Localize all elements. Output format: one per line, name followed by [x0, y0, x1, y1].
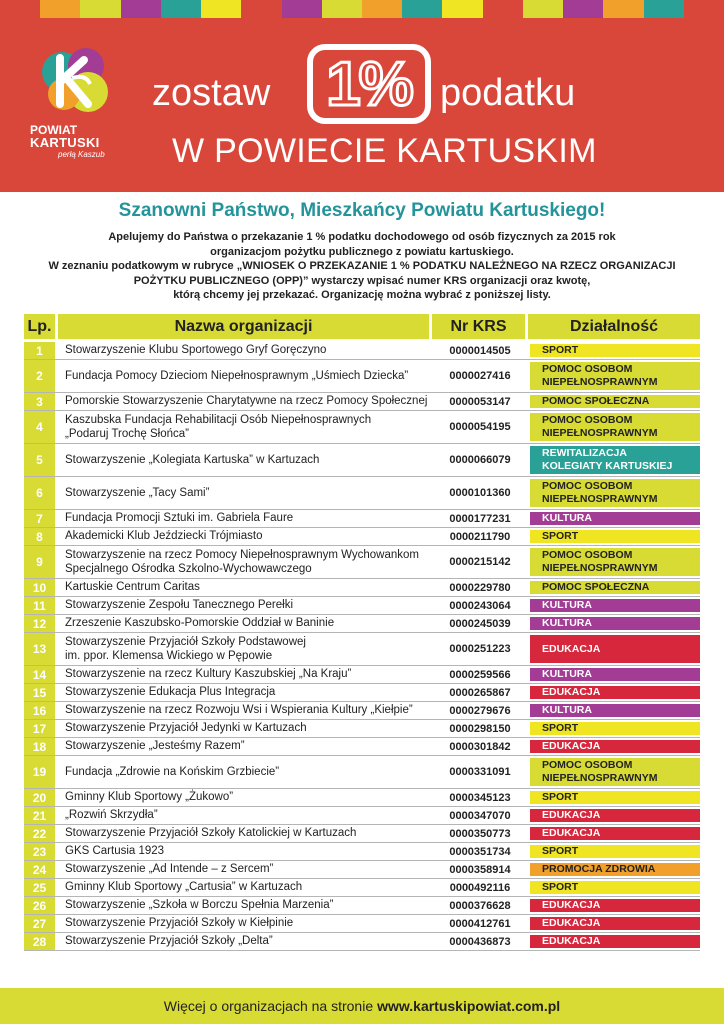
category-cell	[528, 477, 700, 509]
category-label: SPORT	[542, 722, 579, 734]
color-stripe	[241, 0, 281, 18]
organization-name-line: Fundacja „Zdrowie na Końskim Grzbiecie”	[65, 765, 280, 778]
organization-name	[58, 702, 432, 719]
organization-name-line: Stowarzyszenie na rzecz Pomocy Niepełnosprawnym Wychowankom	[65, 548, 419, 561]
table-row	[24, 789, 700, 807]
color-stripe	[80, 0, 120, 18]
category-badge	[530, 617, 700, 630]
krs-number: 0000245039	[449, 617, 511, 630]
row-number: 6	[24, 477, 58, 509]
krs-number: 0000066079	[449, 454, 511, 466]
category-badge	[530, 530, 700, 543]
krs-number: 0000436873	[449, 935, 511, 948]
organization-name	[58, 684, 432, 701]
krs-number: 0000358914	[449, 863, 511, 876]
category-label: POMOC OSOBOM	[542, 549, 633, 561]
table-row	[24, 477, 700, 510]
table-row	[24, 546, 700, 579]
category-label: SPORT	[542, 881, 579, 893]
intro-line: W zeznaniu podatkowym w rubryce „WNIOSEK O PRZEKAZANIE 1 % PODATKU NALEŻNEGO NA RZECZ ORGANIZACJI	[48, 260, 676, 273]
organization-name-line: Stowarzyszenie na rzecz Kultury Kaszubskiej „Na Kraju”	[65, 668, 352, 681]
table-row	[24, 666, 700, 684]
category-cell	[528, 879, 700, 896]
category-label: EDUKACJA	[542, 917, 601, 929]
table-row	[24, 444, 700, 477]
category-cell	[528, 807, 700, 824]
organization-name	[58, 477, 432, 509]
color-stripe	[402, 0, 442, 18]
organization-name-line: im. ppor. Klemensa Wickiego w Pępowie	[65, 650, 273, 662]
color-stripe	[0, 0, 40, 18]
table-row	[24, 510, 700, 528]
row-number: 21	[24, 807, 58, 824]
table-row	[24, 393, 700, 411]
category-label: KULTURA	[542, 668, 592, 680]
category-label: EDUKACJA	[542, 686, 601, 698]
table-row	[24, 720, 700, 738]
krs-number: 0000345123	[449, 791, 511, 804]
krs-number: 0000347070	[449, 809, 511, 822]
organization-name-line: Gminny Klub Sportowy „Żukowo”	[65, 791, 234, 804]
krs-number: 0000229780	[449, 581, 511, 594]
color-stripe	[322, 0, 362, 18]
category-label: PROMOCJA ZDROWIA	[542, 863, 656, 875]
organization-name	[58, 666, 432, 683]
organization-name-line: Stowarzyszenie Przyjaciół Jedynki w Kartuzach	[65, 722, 307, 735]
category-badge	[530, 362, 700, 390]
organization-name-line: „Rozwiń Skrzydła”	[65, 809, 158, 822]
category-cell	[528, 756, 700, 788]
category-cell	[528, 411, 700, 443]
row-number: 20	[24, 789, 58, 806]
organization-name	[58, 720, 432, 737]
category-label: EDUKACJA	[542, 642, 601, 655]
organization-name	[58, 807, 432, 824]
color-stripe	[603, 0, 643, 18]
organization-name-line: Fundacja Promocji Sztuki im. Gabriela Faure	[65, 512, 294, 525]
krs-number: 0000298150	[449, 722, 511, 735]
organization-name-line: Stowarzyszenie na rzecz Rozwoju Wsi i Wspierania Kultury „Kiełpie”	[65, 704, 413, 717]
category-badge	[530, 548, 700, 576]
organization-name	[58, 579, 432, 596]
organization-name	[58, 393, 432, 410]
table-row	[24, 879, 700, 897]
category-label: EDUKACJA	[542, 827, 601, 839]
organization-name	[58, 342, 432, 359]
category-label: SPORT	[542, 845, 579, 857]
category-badge	[530, 413, 700, 441]
category-badge	[530, 686, 700, 699]
table-row	[24, 702, 700, 720]
logo-line-2: KARTUSKI	[30, 135, 100, 150]
krs-number: 0000412761	[449, 917, 511, 930]
table-body	[24, 342, 700, 951]
category-cell	[528, 615, 700, 632]
krs-number: 0000376628	[449, 899, 511, 912]
header-lp: Lp.	[24, 314, 58, 339]
intro-line: którą chcemy jej przekazać. Organizację można wybrać z poniższej listy.	[173, 289, 551, 302]
color-stripe	[282, 0, 322, 18]
table-row	[24, 528, 700, 546]
row-number: 4	[24, 411, 58, 443]
organization-name	[58, 597, 432, 614]
category-badge	[530, 722, 700, 735]
logo-tagline: perłą Kaszub	[58, 150, 105, 159]
table-row	[24, 411, 700, 444]
table-row	[24, 579, 700, 597]
category-cell	[528, 915, 700, 932]
krs-number: 0000351734	[449, 845, 511, 858]
category-label: POMOC OSOBOM	[542, 480, 633, 492]
category-label: EDUKACJA	[542, 809, 601, 821]
row-number: 2	[24, 360, 58, 392]
category-label: EDUKACJA	[542, 740, 601, 752]
header-name: Nazwa organizacji	[58, 314, 432, 339]
organization-name-line: Zrzeszenie Kaszubsko-Pomorskie Oddział w Baninie	[65, 617, 335, 630]
category-label: SPORT	[542, 530, 579, 542]
headline-left: zostaw	[152, 72, 271, 114]
organization-name	[58, 789, 432, 806]
organization-name	[58, 843, 432, 860]
category-label: REWITALIZACJA	[542, 447, 627, 459]
table-row	[24, 825, 700, 843]
category-label: KULTURA	[542, 617, 592, 629]
organization-name	[58, 633, 432, 665]
table-row	[24, 861, 700, 879]
category-label: KULTURA	[542, 704, 592, 716]
table-row	[24, 633, 700, 666]
category-badge	[530, 881, 700, 894]
category-label: POMOC SPOŁECZNA	[542, 581, 650, 593]
color-stripe	[362, 0, 402, 18]
krs-number: 0000265867	[449, 686, 511, 699]
website-link[interactable]: www.kartuskipowiat.com.pl	[377, 998, 561, 1014]
category-badge	[530, 479, 700, 507]
organization-name-line: Stowarzyszenie Przyjaciół Szkoły Podstawowej	[65, 635, 306, 648]
category-badge	[530, 758, 700, 786]
category-badge	[530, 935, 700, 948]
header-krs: Nr KRS	[432, 314, 528, 339]
category-label: POMOC OSOBOM	[542, 363, 633, 375]
organization-name-line: Fundacja Pomocy Dzieciom Niepełnosprawnym „Uśmiech Dziecka”	[65, 369, 409, 382]
category-cell	[528, 702, 700, 719]
category-badge	[530, 599, 700, 612]
color-stripes	[0, 0, 724, 18]
category-cell	[528, 510, 700, 527]
category-cell	[528, 738, 700, 755]
logo-line-1: POWIAT	[30, 123, 78, 137]
header-category: Działalność	[569, 317, 659, 335]
intro-line: POŻYTKU PUBLICZNEGO (OPP)” wystarczy wpisać numer KRS organizacji oraz kwotę,	[133, 274, 591, 287]
category-cell	[528, 546, 700, 578]
organization-name-line: Stowarzyszenie Przyjaciół Szkoły w Kiełpinie	[65, 917, 294, 930]
footer-text: Więcej o organizacjach na stronie	[163, 998, 374, 1014]
category-badge	[530, 512, 700, 525]
category-cell	[528, 360, 700, 392]
table-row	[24, 897, 700, 915]
category-badge	[530, 845, 700, 858]
category-badge	[530, 863, 700, 876]
intro-line: organizacjom pożytku publicznego z powiatu kartuskiego.	[210, 245, 514, 258]
organization-name	[58, 510, 432, 527]
category-badge	[530, 635, 700, 663]
row-number: 22	[24, 825, 58, 842]
category-cell	[528, 666, 700, 683]
table-row	[24, 756, 700, 789]
category-cell	[528, 528, 700, 545]
krs-number: 0000350773	[449, 827, 511, 840]
color-stripe	[40, 0, 80, 18]
table-row	[24, 615, 700, 633]
organization-name	[58, 615, 432, 632]
krs-number: 0000101360	[449, 487, 511, 499]
category-label: EDUKACJA	[542, 935, 601, 947]
row-number: 28	[24, 933, 58, 950]
organization-name-line: Stowarzyszenie „Tacy Sami”	[65, 486, 210, 499]
table-row	[24, 738, 700, 756]
category-label: KULTURA	[542, 599, 592, 611]
row-number: 5	[24, 444, 58, 476]
intro-paragraph	[30, 230, 694, 303]
category-cell	[528, 393, 700, 410]
organization-name	[58, 879, 432, 896]
category-cell	[528, 861, 700, 878]
organization-name	[58, 360, 432, 392]
row-number: 24	[24, 861, 58, 878]
organization-name-line: Stowarzyszenie Edukacja Plus Integracja	[65, 686, 276, 699]
category-badge	[530, 740, 700, 753]
krs-number: 0000053147	[449, 395, 511, 408]
category-cell	[528, 444, 700, 476]
organization-name	[58, 915, 432, 932]
row-number: 7	[24, 510, 58, 527]
category-label: EDUKACJA	[542, 899, 601, 911]
organization-name-line: Gminny Klub Sportowy „Cartusia” w Kartuzach	[65, 881, 303, 894]
organization-name	[58, 444, 432, 476]
color-stripe	[161, 0, 201, 18]
krs-number: 0000243064	[449, 599, 511, 612]
row-number: 12	[24, 615, 58, 632]
category-cell	[528, 597, 700, 614]
organization-name-line: Stowarzyszenie „Szkoła w Borczu Spełnia Marzenia”	[65, 899, 334, 912]
row-number: 19	[24, 756, 58, 788]
organization-name-line: GKS Cartusia 1923	[65, 845, 165, 858]
organization-name	[58, 528, 432, 545]
category-label: POMOC SPOŁECZNA	[542, 395, 650, 407]
table-row	[24, 597, 700, 615]
footer-bar	[0, 988, 724, 1024]
row-number: 8	[24, 528, 58, 545]
category-label: NIEPEŁNOSPRAWNYM	[542, 562, 658, 574]
category-badge	[530, 899, 700, 912]
table-row	[24, 342, 700, 360]
organization-name-line: Akademicki Klub Jeździecki Trójmiasto	[65, 530, 263, 543]
organizations-table	[24, 314, 700, 951]
table-header	[24, 314, 700, 342]
category-badge	[530, 395, 700, 408]
category-label: NIEPEŁNOSPRAWNYM	[542, 493, 658, 505]
organization-name	[58, 411, 432, 443]
krs-number: 0000014505	[449, 344, 511, 357]
organization-name	[58, 897, 432, 914]
color-stripe	[201, 0, 241, 18]
organization-name	[58, 933, 432, 950]
organization-name-line: Pomorskie Stowarzyszenie Charytatywne na rzecz Pomocy Społecznej	[65, 395, 428, 408]
organization-name	[58, 861, 432, 878]
color-stripe	[442, 0, 482, 18]
table-row	[24, 933, 700, 951]
krs-number: 0000027416	[449, 370, 511, 382]
color-stripe	[523, 0, 563, 18]
category-label: NIEPEŁNOSPRAWNYM	[542, 376, 658, 388]
row-number: 1	[24, 342, 58, 359]
table-row	[24, 684, 700, 702]
category-badge	[530, 668, 700, 681]
row-number: 23	[24, 843, 58, 860]
row-number: 9	[24, 546, 58, 578]
category-badge	[530, 917, 700, 930]
color-stripe	[563, 0, 603, 18]
category-cell	[528, 579, 700, 596]
organization-name-line: Stowarzyszenie „Kolegiata Kartuska” w Kartuzach	[65, 453, 320, 466]
category-label: NIEPEŁNOSPRAWNYM	[542, 427, 658, 439]
organization-name-line: „Podaruj Trochę Słońca”	[65, 428, 190, 440]
krs-number: 0000177231	[449, 512, 511, 525]
color-stripe	[121, 0, 161, 18]
table-row	[24, 915, 700, 933]
category-cell	[528, 897, 700, 914]
row-number: 13	[24, 633, 58, 665]
row-number: 15	[24, 684, 58, 701]
category-cell	[528, 633, 700, 665]
category-label: KOLEGIATY KARTUSKIEJ	[542, 460, 673, 472]
color-stripe	[684, 0, 724, 18]
krs-number: 0000301842	[449, 740, 511, 753]
row-number: 26	[24, 897, 58, 914]
organization-name-line: Kaszubska Fundacja Rehabilitacji Osób Niepełnosprawnych	[65, 413, 372, 426]
krs-number: 0000215142	[449, 556, 511, 568]
kartuski-emblem-icon	[38, 44, 112, 118]
krs-number: 0000211790	[449, 530, 511, 543]
greeting-heading: Szanowni Państwo, Mieszkańcy Powiatu Kartuskiego!	[118, 200, 606, 221]
category-label: POMOC OSOBOM	[542, 414, 633, 426]
table-row	[24, 843, 700, 861]
organization-name-line: Kartuskie Centrum Caritas	[65, 581, 200, 594]
category-cell	[528, 789, 700, 806]
category-cell	[528, 825, 700, 842]
category-badge	[530, 704, 700, 717]
headline-subtitle: W POWIECIE KARTUSKIM	[172, 132, 597, 170]
color-stripe	[483, 0, 523, 18]
organization-name-line: Stowarzyszenie Zespołu Tanecznego Perełki	[65, 599, 293, 612]
headline-right: podatku	[440, 72, 576, 114]
krs-number: 0000492116	[449, 881, 511, 894]
row-number: 18	[24, 738, 58, 755]
category-cell	[528, 843, 700, 860]
organization-name	[58, 738, 432, 755]
category-badge	[530, 581, 700, 594]
row-number: 25	[24, 879, 58, 896]
organization-name-line: Stowarzyszenie „Ad Intende – z Sercem”	[65, 863, 274, 876]
organization-name	[58, 825, 432, 842]
krs-number: 0000259566	[449, 668, 511, 681]
category-badge	[530, 344, 700, 357]
organization-name-line: Specjalnego Ośrodka Szkolno-Wychowawczego	[65, 563, 312, 575]
row-number: 3	[24, 393, 58, 410]
category-label: SPORT	[542, 791, 579, 803]
krs-number: 0000251223	[449, 643, 511, 655]
krs-number: 0000331091	[449, 766, 511, 778]
organization-name-line: Stowarzyszenie Przyjaciół Szkoły „Delta”	[65, 935, 273, 948]
category-badge	[530, 446, 700, 474]
table-row	[24, 360, 700, 393]
category-cell	[528, 684, 700, 701]
organization-name-line: Stowarzyszenie Klubu Sportowego Gryf Goręczyno	[65, 344, 327, 357]
category-cell	[528, 342, 700, 359]
row-number: 27	[24, 915, 58, 932]
category-label: NIEPEŁNOSPRAWNYM	[542, 772, 658, 784]
category-badge	[530, 809, 700, 822]
row-number: 17	[24, 720, 58, 737]
category-cell	[528, 933, 700, 950]
row-number: 16	[24, 702, 58, 719]
organization-name-line: Stowarzyszenie „Jesteśmy Razem”	[65, 740, 245, 753]
powiat-kartuski-logo	[30, 44, 120, 164]
category-badge	[530, 827, 700, 840]
krs-number: 0000279676	[449, 704, 511, 717]
category-cell	[528, 720, 700, 737]
badge-text: 1%	[326, 49, 412, 119]
organization-name	[58, 546, 432, 578]
category-label: KULTURA	[542, 512, 592, 524]
intro-line: Apelujemy do Państwa o przekazanie 1 % podatku dochodowego od osób fizycznych za 2015 rok	[108, 231, 616, 243]
row-number: 14	[24, 666, 58, 683]
category-label: SPORT	[542, 344, 579, 356]
organization-name	[58, 756, 432, 788]
one-percent-badge	[307, 44, 431, 124]
color-stripe	[644, 0, 684, 18]
table-row	[24, 807, 700, 825]
row-number: 10	[24, 579, 58, 596]
category-badge	[530, 791, 700, 804]
row-number: 11	[24, 597, 58, 614]
organization-name-line: Stowarzyszenie Przyjaciół Szkoły Katolickiej w Kartuzach	[65, 827, 357, 840]
category-label: POMOC OSOBOM	[542, 759, 633, 771]
krs-number: 0000054195	[449, 421, 511, 433]
